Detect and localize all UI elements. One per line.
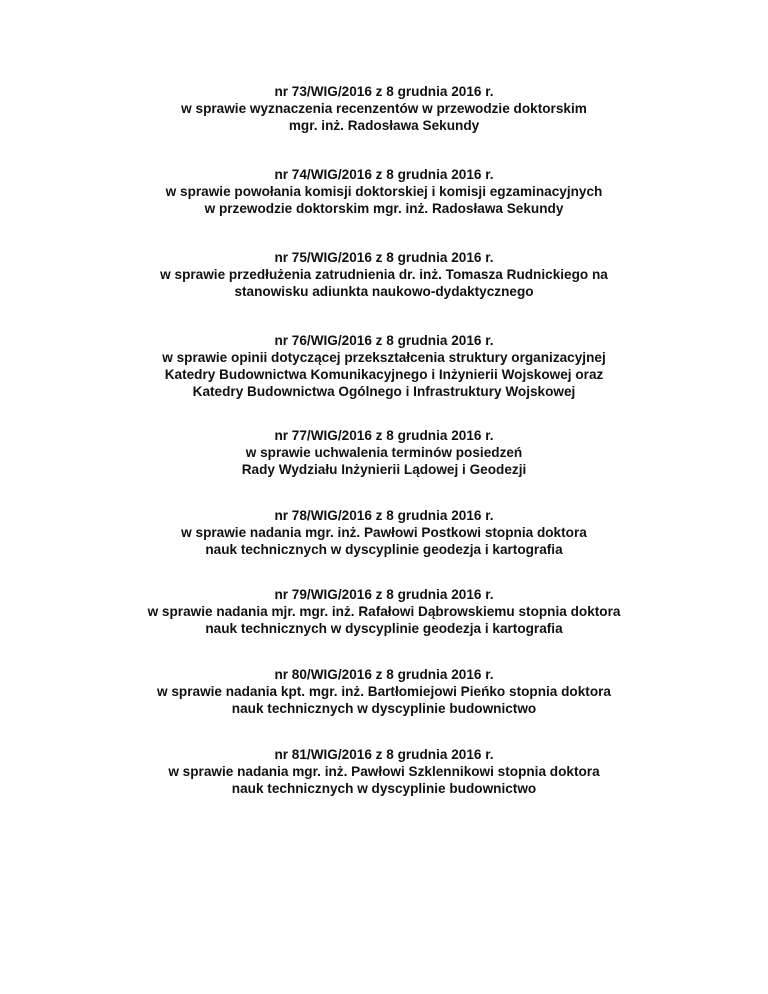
resolution-number: nr 78/WIG/2016 z 8 grudnia 2016 r. [274,508,494,523]
resolution-subject-line: w sprawie opinii dotyczącej przekształcenia struktury organizacyjnej [162,350,606,365]
resolution-subject-line: nauk technicznych w dyscyplinie budownictwo [231,701,537,716]
resolution-subject-line: w przewodzie doktorskim mgr. inż. Radosława Sekundy [204,201,564,216]
resolution-subject-line: nauk technicznych w dyscyplinie geodezja i kartografia [205,542,563,557]
resolution-subject-line: w sprawie wyznaczenia recenzentów w przewodzie doktorskim [181,101,587,116]
resolution-73 [0,83,768,134]
resolution-subject-line: nauk technicznych w dyscyplinie budownictwo [231,781,537,796]
resolution-subject-line: Rady Wydziału Inżynierii Lądowej i Geodezji [241,462,527,477]
resolution-77 [0,427,768,478]
resolution-subject-line: w sprawie nadania kpt. mgr. inż. Bartłomiejowi Pieńko stopnia doktora [157,684,611,699]
resolution-75 [0,249,768,300]
resolution-number: nr 81/WIG/2016 z 8 grudnia 2016 r. [274,747,494,762]
resolution-74 [0,166,768,217]
resolution-subject-line: mgr. inż. Radosława Sekundy [288,118,480,133]
resolution-76 [0,332,768,400]
resolution-subject-line: w sprawie nadania mjr. mgr. inż. Rafałowi Dąbrowskiemu stopnia doktora [147,604,621,619]
resolution-number: nr 76/WIG/2016 z 8 grudnia 2016 r. [274,333,494,348]
resolution-number: nr 73/WIG/2016 z 8 grudnia 2016 r. [274,84,494,99]
resolution-number: nr 80/WIG/2016 z 8 grudnia 2016 r. [274,667,494,682]
resolution-79 [0,586,768,637]
resolution-80 [0,666,768,717]
resolution-subject-line: Katedry Budownictwa Komunikacyjnego i Inżynierii Wojskowej oraz [164,367,604,382]
resolution-number: nr 79/WIG/2016 z 8 grudnia 2016 r. [274,587,494,602]
resolution-subject-line: w sprawie przedłużenia zatrudnienia dr. inż. Tomasza Rudnickiego na [160,267,608,282]
resolution-subject-line: Katedry Budownictwa Ogólnego i Infrastruktury Wojskowej [192,384,576,399]
resolution-subject-line: nauk technicznych w dyscyplinie geodezja i kartografia [205,621,563,636]
resolution-number: nr 74/WIG/2016 z 8 grudnia 2016 r. [274,167,494,182]
resolution-subject-line: stanowisku adiunkta naukowo-dydaktycznego [234,284,534,299]
resolution-number: nr 75/WIG/2016 z 8 grudnia 2016 r. [274,250,494,265]
resolution-78 [0,507,768,558]
resolution-subject-line: w sprawie nadania mgr. inż. Pawłowi Postkowi stopnia doktora [181,525,587,540]
resolution-number: nr 77/WIG/2016 z 8 grudnia 2016 r. [274,428,494,443]
resolution-subject-line: w sprawie uchwalenia terminów posiedzeń [245,445,523,460]
resolution-81 [0,746,768,797]
resolution-subject-line: w sprawie nadania mgr. inż. Pawłowi Szklennikowi stopnia doktora [168,764,600,779]
resolution-subject-line: w sprawie powołania komisji doktorskiej i komisji egzaminacyjnych [165,184,603,199]
